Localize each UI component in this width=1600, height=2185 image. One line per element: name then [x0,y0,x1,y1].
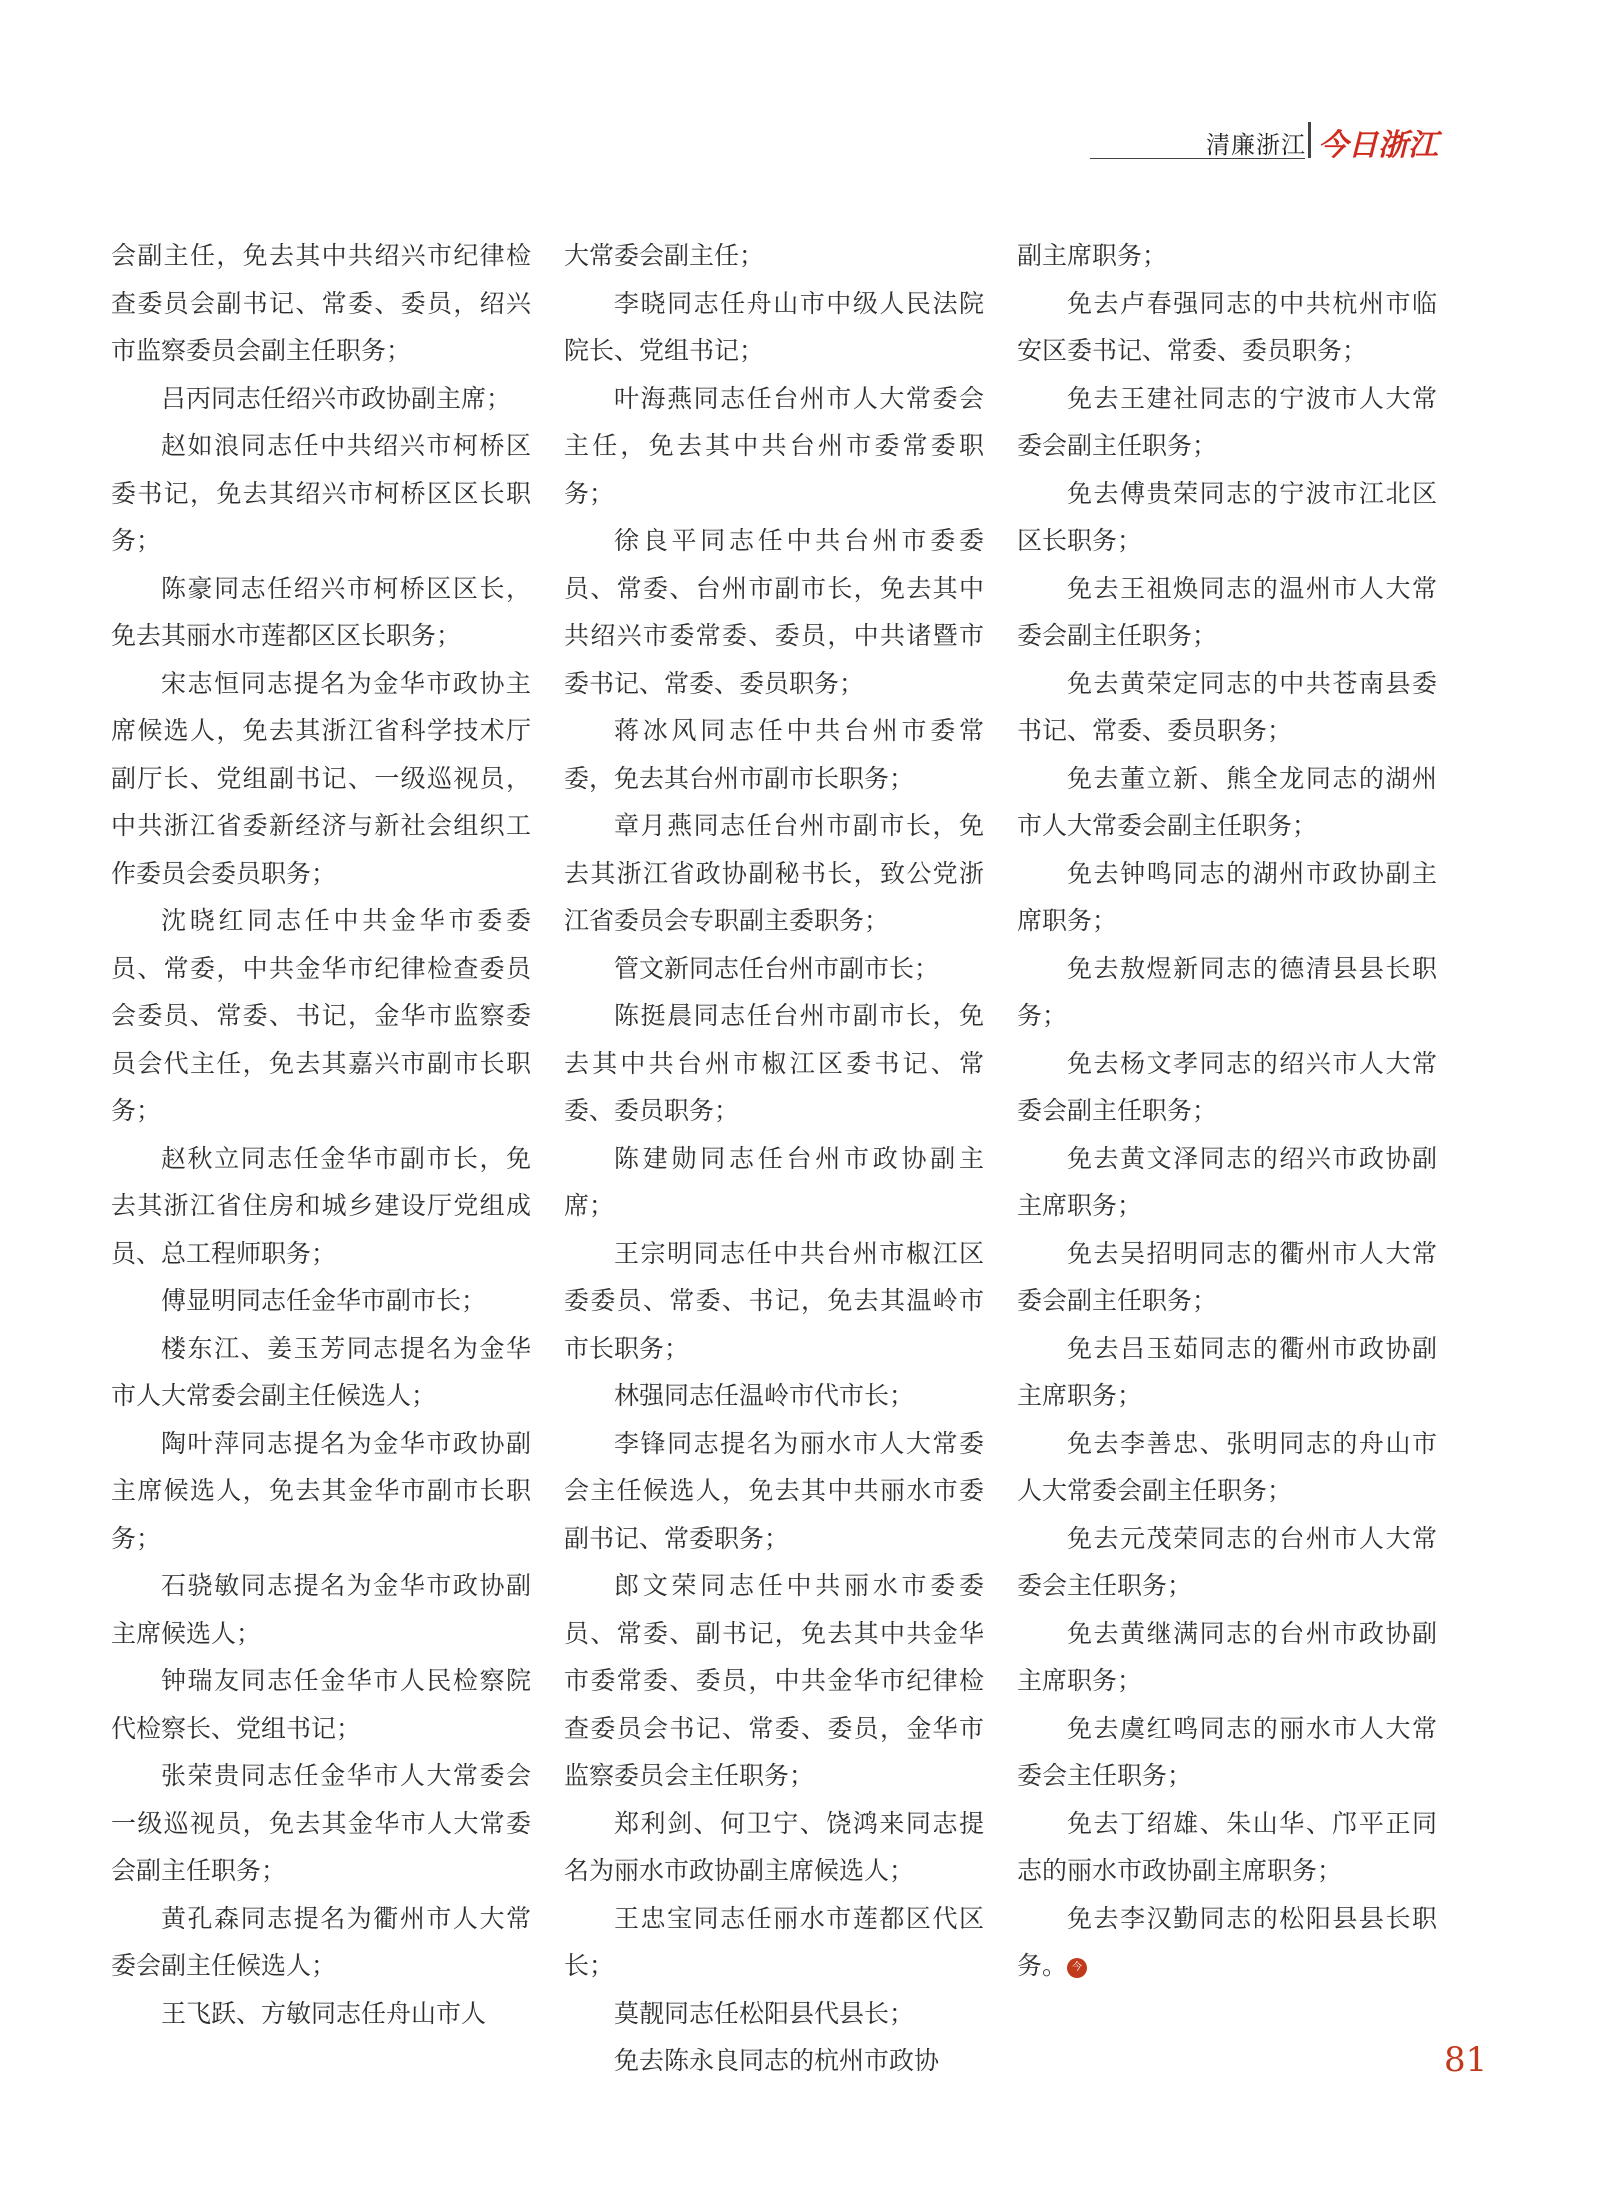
paragraph-text: 林强同志任温岭市代市长； [614,1381,915,1410]
section-name: 清廉浙江 [1206,131,1306,159]
paragraph-text: 陈建勋同志任台州市政协副主席； [564,1143,984,1220]
paragraph-text: 管文新同志任台州市副市长； [614,953,940,983]
paragraph-text: 免去卢春强同志的中共杭州市临安区委书记、常委、委员职务； [1017,288,1437,365]
paragraph-text: 免去元茂荣同志的台州市人大常委会主任职务； [1017,1523,1437,1600]
paragraph-text: 宋志恒同志提名为金华市政协主席候选人，免去其浙江省科学技术厅副厅长、党组副书记、一级巡视员，中共浙江省委新经济与新社会组织工作委员会委员职务； [111,668,531,888]
paragraph-text: 免去李汉勤同志的松阳县县长职务。 [1017,1903,1437,1980]
paragraph-text: 陶叶萍同志提名为金华市政协副主席候选人，免去其金华市副市长职务； [111,1428,531,1553]
paragraph-text: 赵如浪同志任中共绍兴市柯桥区委书记，免去其绍兴市柯桥区区长职务； [111,431,531,555]
paragraph-text: 陈豪同志任绍兴市柯桥区区长，免去其丽水市莲都区区长职务； [111,573,531,650]
paragraph-text: 副主席职务； [1017,241,1168,270]
paragraph [564,707,984,802]
header-divider [1308,122,1311,158]
paragraph [564,375,984,518]
paragraph-text: 免去王建社同志的宁波市人大常委会副主任职务； [1017,383,1437,460]
paragraph-text: 赵秋立同志任金华市副市长，免去其浙江省住房和城乡建设厅党组成员、总工程师职务； [111,1143,531,1268]
paragraph-text: 王宗明同志任中共台州市椒江区委委员、常委、书记，免去其温岭市市长职务； [564,1238,984,1363]
magazine-logo: 今日浙江 [1318,128,1438,163]
paragraph [1017,1230,1437,1325]
paragraph [1017,375,1437,470]
paragraph-text: 免去黄荣定同志的中共苍南县委书记、常委、委员职务； [1017,668,1437,745]
paragraph [111,232,531,375]
paragraph [564,2037,984,2085]
paragraph [1017,565,1437,660]
paragraph [111,1562,531,1657]
text-column-2 [564,232,984,2085]
paragraph-text: 免去敖煜新同志的德清县县长职务； [1017,953,1437,1030]
paragraph-text: 钟瑞友同志任金华市人民检察院代检察长、党组书记； [111,1666,531,1743]
paragraph [564,1990,984,2038]
paragraph [111,1277,531,1325]
paragraph [111,1325,531,1420]
paragraph [1017,1325,1437,1420]
paragraph [111,660,531,898]
paragraph-text: 吕丙同志任绍兴市政协副主席； [161,383,512,413]
paragraph [1017,1895,1437,1990]
page-header [1090,118,1442,164]
paragraph-text: 免去丁绍雄、朱山华、邝平正同志的丽水市政协副主席职务； [1017,1808,1437,1885]
end-mark-icon: 今 [1067,1958,1087,1978]
paragraph-text: 黄孔森同志提名为衢州市人大常委会副主任候选人； [111,1903,531,1980]
paragraph-text: 石骁敏同志提名为金华市政协副主席候选人； [111,1571,531,1648]
paragraph-text: 蒋冰风同志任中共台州市委常委，免去其台州市副市长职务； [564,716,984,793]
paragraph-text: 免去李善忠、张明同志的舟山市人大常委会副主任职务； [1017,1428,1437,1505]
paragraph-text: 陈挺晨同志任台州市副市长，免去其中共台州市椒江区委书记、常委、委员职务； [564,1001,984,1125]
paragraph [1017,945,1437,1040]
page-number: 81 [1444,2040,1488,2080]
paragraph [111,422,531,565]
paragraph-text: 李锋同志提名为丽水市人大常委会主任候选人，免去其中共丽水市委副书记、常委职务； [564,1428,984,1553]
text-column-3 [1017,232,1437,1990]
paragraph [564,992,984,1135]
paragraph [111,1895,531,1990]
paragraph [111,1752,531,1895]
paragraph-text: 沈晓红同志任中共金华市委委员、常委，中共金华市纪律检查委员会委员、常委、书记，金华市监察委员会代主任，免去其嘉兴市副市长职务； [111,906,531,1125]
paragraph [1017,1800,1437,1895]
paragraph-text: 莫靓同志任松阳县代县长； [614,1998,915,2028]
paragraph-text: 章月燕同志任台州市副市长，免去其浙江省政协副秘书长，致公党浙江省委员会专职副主委职务； [564,811,984,935]
paragraph-text: 免去傅贵荣同志的宁波市江北区区长职务； [1017,478,1437,555]
paragraph [1017,755,1437,850]
paragraph [1017,850,1437,945]
paragraph-text: 李晓同志任舟山市中级人民法院院长、党组书记； [564,288,984,365]
paragraph [564,945,984,993]
paragraph-text: 楼东江、姜玉芳同志提名为金华市人大常委会副主任候选人； [111,1333,531,1410]
paragraph-text: 免去吴招明同志的衢州市人大常委会副主任职务； [1017,1238,1437,1315]
paragraph [1017,280,1437,375]
paragraph-text: 张荣贵同志任金华市人大常委会一级巡视员，免去其金华市人大常委会副主任职务； [111,1761,531,1885]
paragraph [111,375,531,423]
paragraph [1017,1610,1437,1705]
paragraph [1017,1515,1437,1610]
paragraph-text: 傅显明同志任金华市副市长； [161,1286,487,1315]
paragraph-text: 郑利剑、何卫宁、饶鸿来同志提名为丽水市政协副主席候选人； [564,1808,984,1885]
paragraph [1017,232,1437,280]
paragraph [111,1990,531,2038]
paragraph-text: 免去杨文孝同志的绍兴市人大常委会副主任职务； [1017,1048,1437,1125]
paragraph [564,1800,984,1895]
paragraph [111,1657,531,1752]
paragraph-text: 郎文荣同志任中共丽水市委委员、常委、副书记，免去其中共金华市委常委、委员，中共金华市纪律检查委员会书记、常委、委员，金华市监察委员会主任职务； [564,1571,984,1790]
paragraph-text: 徐良平同志任中共台州市委委员、常委、台州市副市长，免去其中共绍兴市委常委、委员，中共诸暨市委书记、常委、委员职务； [564,526,984,698]
paragraph-text: 免去董立新、熊全龙同志的湖州市人大常委会副主任职务； [1017,763,1437,840]
paragraph-text: 免去黄文泽同志的绍兴市政协副主席职务； [1017,1143,1437,1220]
paragraph [1017,1420,1437,1515]
text-column-1 [111,232,531,2037]
paragraph [111,565,531,660]
paragraph [564,1895,984,1990]
paragraph-text: 叶海燕同志任台州市人大常委会主任，免去其中共台州市委常委职务； [564,383,984,508]
paragraph [564,1420,984,1563]
paragraph [1017,660,1437,755]
paragraph [111,897,531,1135]
paragraph-text: 大常委会副主任； [564,241,765,270]
paragraph-text: 王飞跃、方敏同志任舟山市人 [161,1998,487,2028]
paragraph [564,280,984,375]
paragraph [564,1230,984,1373]
paragraph-text: 王忠宝同志任丽水市莲都区代区长； [564,1903,984,1980]
paragraph-text: 免去黄继满同志的台州市政协副主席职务； [1017,1618,1437,1695]
paragraph [111,1135,531,1278]
paragraph [1017,1040,1437,1135]
paragraph [564,1372,984,1420]
paragraph-text: 免去吕玉茹同志的衢州市政协副主席职务； [1017,1333,1437,1410]
paragraph [111,1420,531,1563]
paragraph-text: 免去陈永良同志的杭州市政协 [614,2046,940,2075]
paragraph [564,232,984,280]
paragraph-text: 免去王祖焕同志的温州市人大常委会副主任职务； [1017,573,1437,650]
paragraph [1017,1705,1437,1800]
paragraph [564,517,984,707]
paragraph-text: 免去钟鸣同志的湖州市政协副主席职务； [1017,858,1437,935]
paragraph [564,802,984,945]
paragraph [564,1135,984,1230]
paragraph-text: 免去虞红鸣同志的丽水市人大常委会主任职务； [1017,1713,1437,1790]
paragraph-text: 会副主任，免去其中共绍兴市纪律检查委员会副书记、常委、委员，绍兴市监察委员会副主任职务； [111,241,531,365]
paragraph [564,1562,984,1800]
paragraph [1017,1135,1437,1230]
paragraph [1017,470,1437,565]
